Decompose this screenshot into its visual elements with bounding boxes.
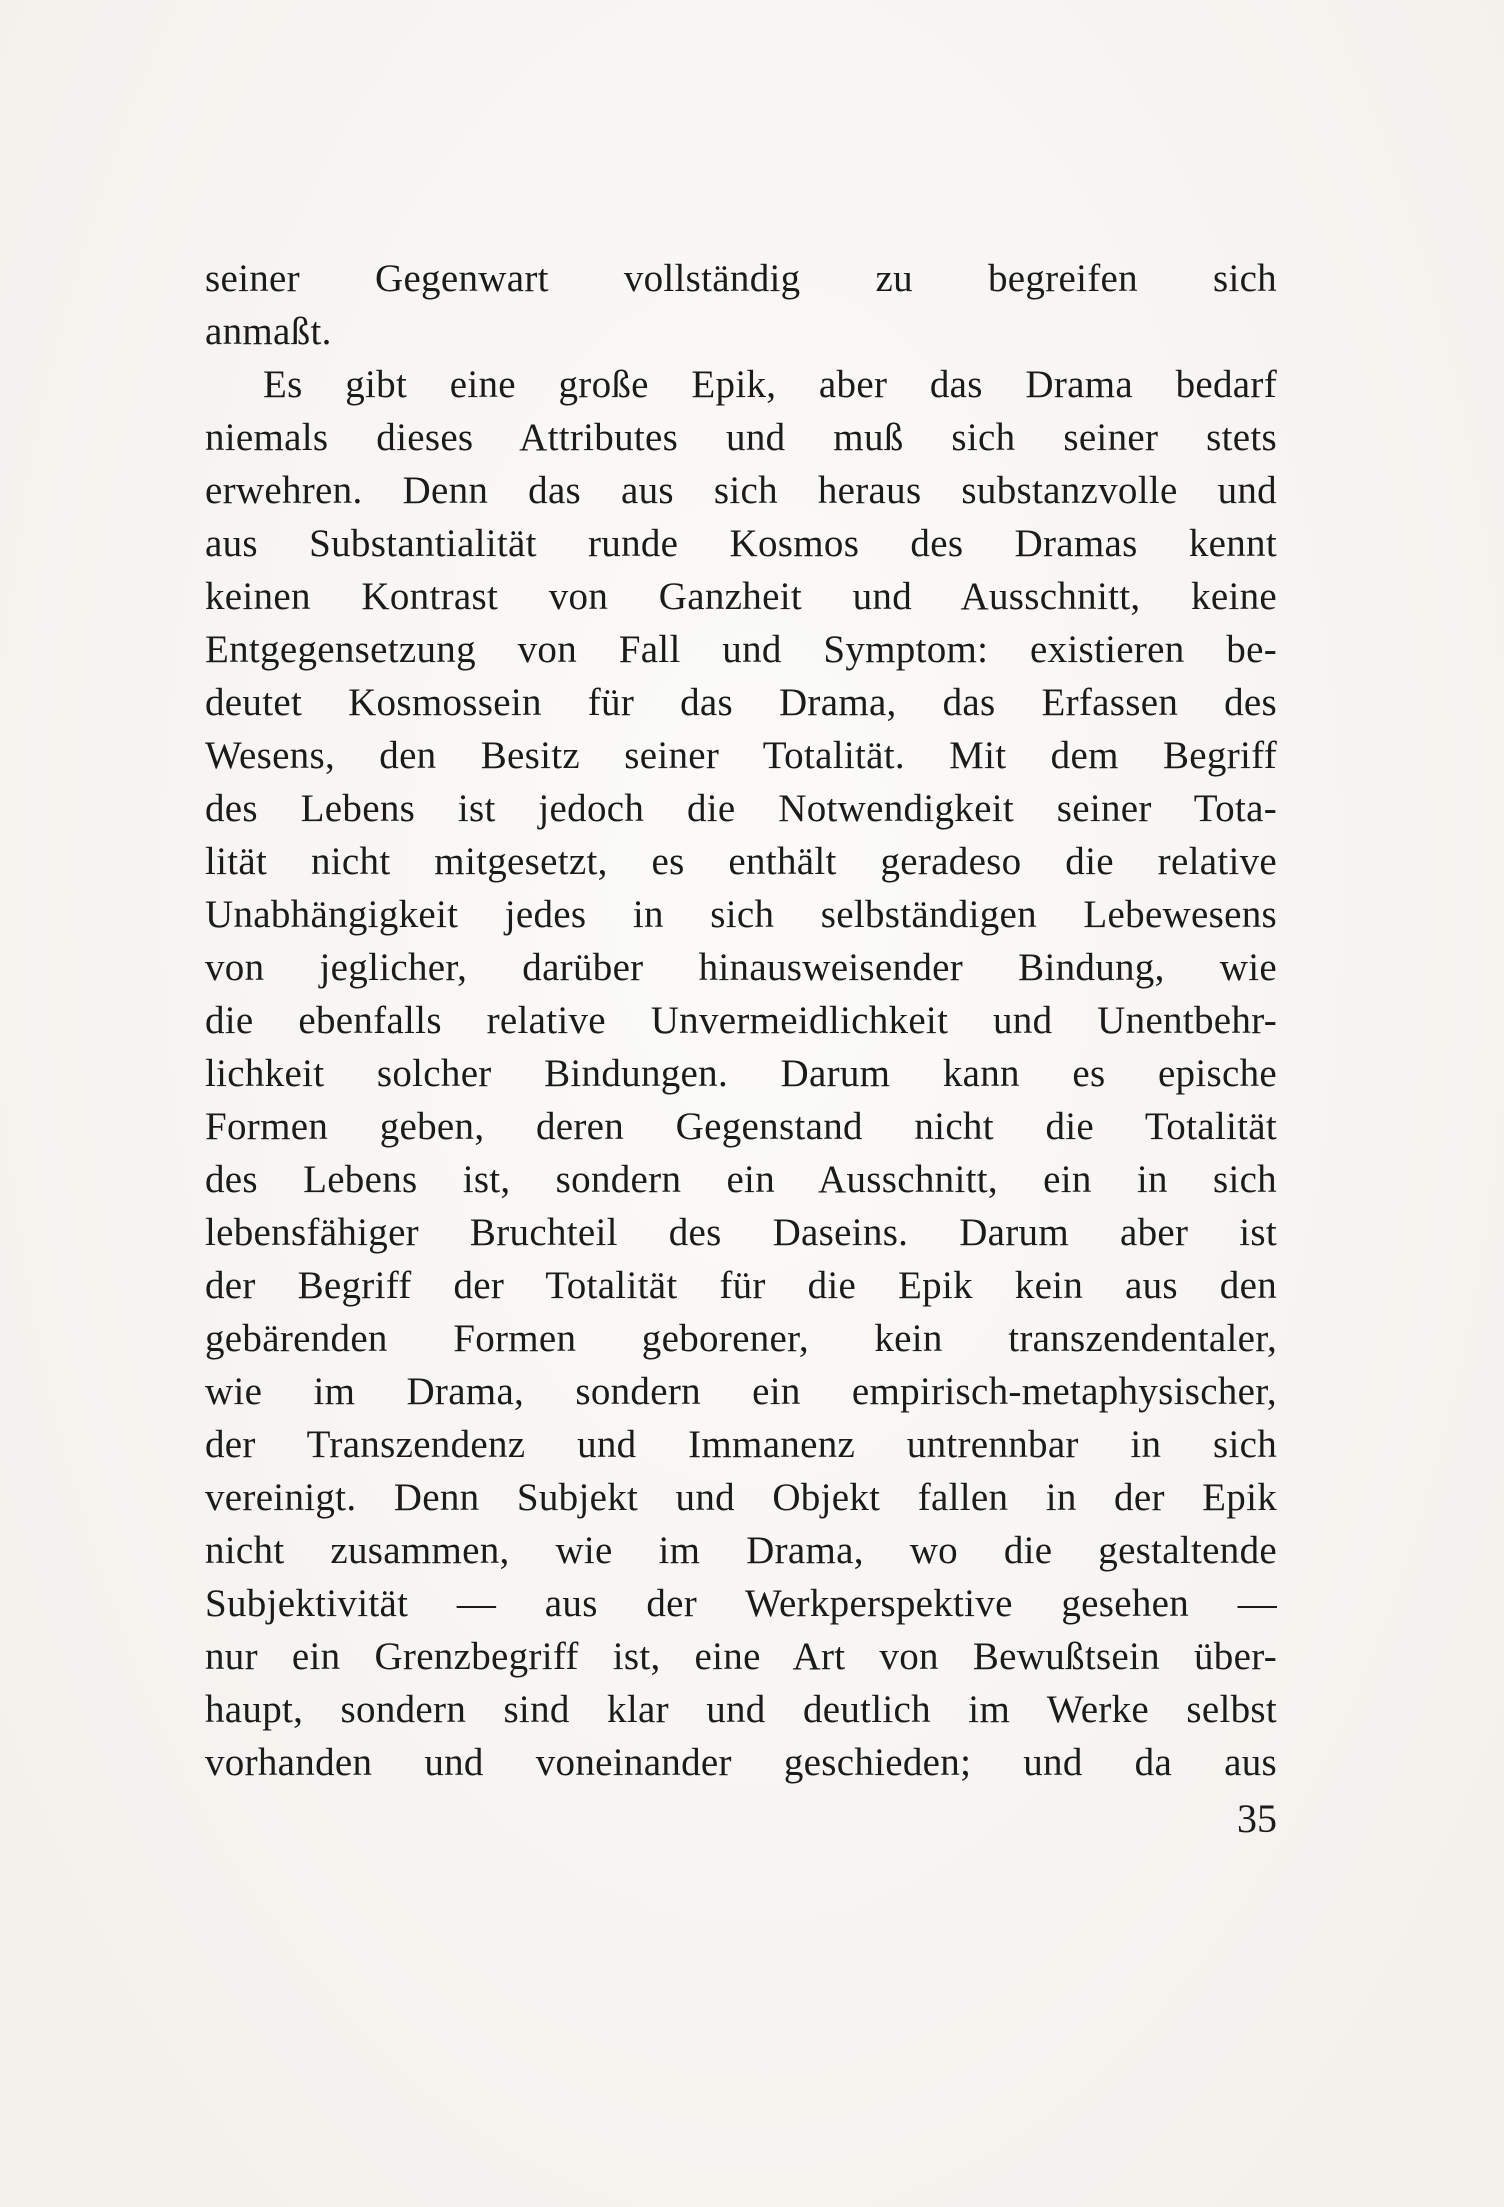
text-line: keinen Kontrast von Ganzheit und Ausschnitt, keine: [205, 575, 1277, 618]
text-line: der Begriff der Totalität für die Epik kein aus den: [205, 1264, 1277, 1307]
text-line: der Transzendenz und Immanenz untrennbar in sich: [205, 1423, 1277, 1466]
page-number: 35: [1237, 1796, 1277, 1841]
text-line: Entgegensetzung von Fall und Symptom: existieren be-: [205, 628, 1277, 671]
text-line: lebensfähiger Bruchteil des Daseins. Darum aber ist: [205, 1211, 1277, 1254]
body-text: [205, 252, 1277, 1789]
text-line: anmaßt.: [205, 310, 332, 353]
text-line: Subjektivität — aus der Werkperspektive gesehen —: [205, 1582, 1277, 1625]
text-line: nicht zusammen, wie im Drama, wo die gestaltende: [205, 1529, 1277, 1572]
text-line: vereinigt. Denn Subjekt und Objekt fallen in der Epik: [205, 1476, 1277, 1519]
text-line: lichkeit solcher Bindungen. Darum kann es epische: [205, 1052, 1277, 1095]
text-line: Formen geben, deren Gegenstand nicht die Totalität: [205, 1105, 1277, 1148]
text-line: Wesens, den Besitz seiner Totalität. Mit dem Begriff: [205, 734, 1277, 777]
text-line: deutet Kosmossein für das Drama, das Erfassen des: [205, 681, 1277, 724]
text-line: vorhanden und voneinander geschieden; und da aus: [205, 1741, 1277, 1784]
text-line: gebärenden Formen geborener, kein transzendentaler,: [205, 1317, 1277, 1360]
text-line: die ebenfalls relative Unvermeidlichkeit und Unentbehr-: [205, 999, 1277, 1042]
text-line: wie im Drama, sondern ein empirisch-metaphysischer,: [205, 1370, 1277, 1413]
text-line: seiner Gegenwart vollständig zu begreifen sich: [205, 257, 1277, 300]
text-line: niemals dieses Attributes und muß sich seiner stets: [205, 416, 1277, 459]
text-line: haupt, sondern sind klar und deutlich im Werke selbst: [205, 1688, 1277, 1731]
text-line: aus Substantialität runde Kosmos des Dramas kennt: [205, 522, 1277, 565]
text-line: des Lebens ist, sondern ein Ausschnitt, ein in sich: [205, 1158, 1277, 1201]
text-line: erwehren. Denn das aus sich heraus substanzvolle und: [205, 469, 1277, 512]
text-line: des Lebens ist jedoch die Notwendigkeit seiner Tota-: [205, 787, 1277, 830]
text-line: nur ein Grenzbegriff ist, eine Art von Bewußtsein über-: [205, 1635, 1277, 1678]
text-line: Unabhängigkeit jedes in sich selbständigen Lebewesens: [205, 893, 1277, 936]
text-line: Es gibt eine große Epik, aber das Drama bedarf: [263, 363, 1277, 406]
text-line: von jeglicher, darüber hinausweisender Bindung, wie: [205, 946, 1277, 989]
text-line: lität nicht mitgesetzt, es enthält geradeso die relative: [205, 840, 1277, 883]
